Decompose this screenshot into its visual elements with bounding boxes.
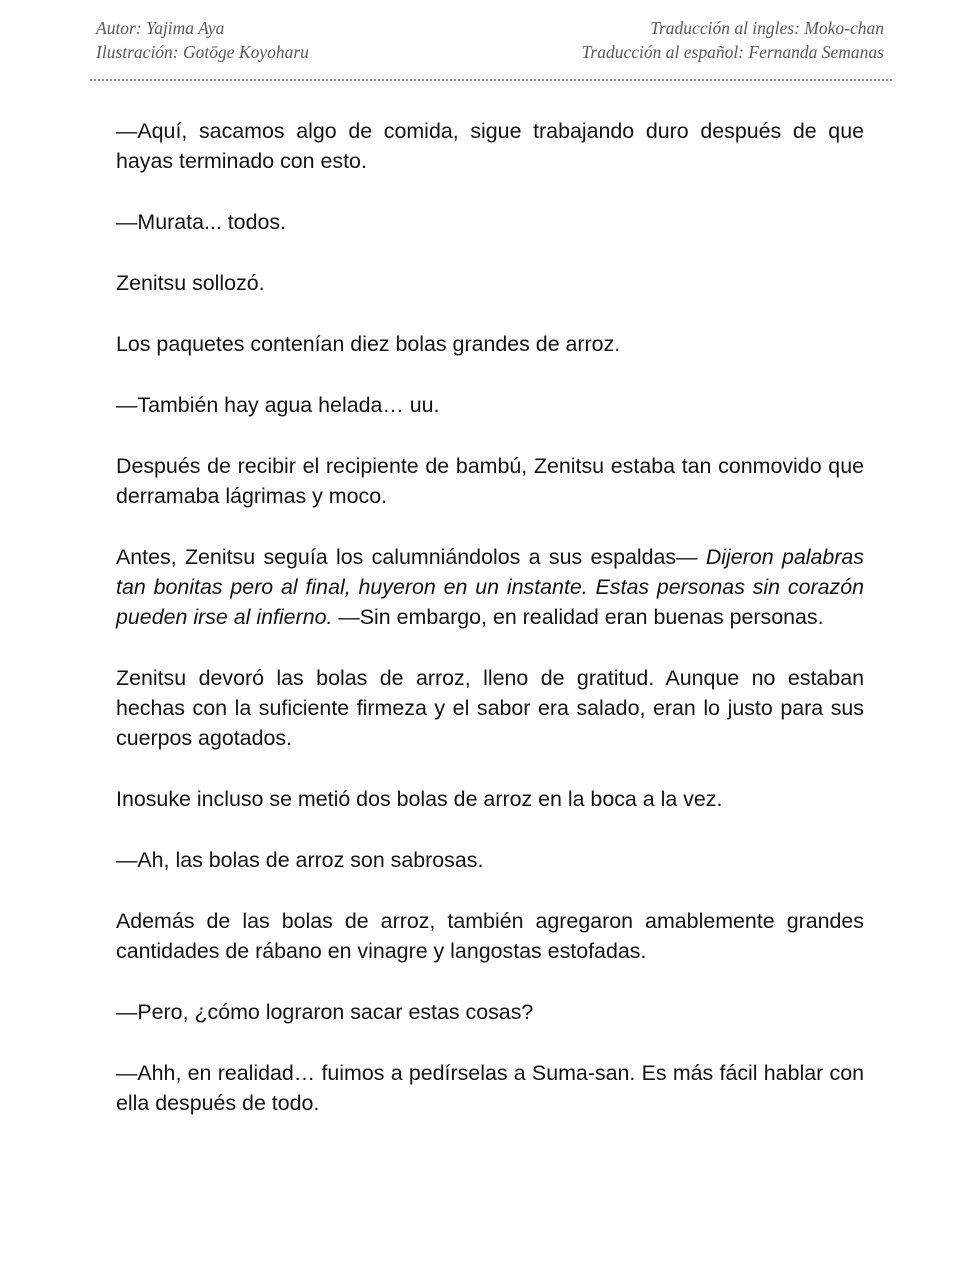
paragraph: —Murata... todos. (116, 210, 287, 234)
author-credit: Autor: Yajima Aya (96, 18, 225, 38)
header-credits-left (96, 16, 309, 64)
paragraph: —Aquí, sacamos algo de comida, sigue trabajando duro después de que hayas terminado con esto. (116, 119, 864, 173)
illustration-credit: Ilustración: Gotōge Koyoharu (96, 42, 309, 62)
header-credits-right (582, 16, 884, 64)
paragraph: Además de las bolas de arroz, también agregaron amablemente grandes cantidades de rábano en vinagre y langostas estofadas. (116, 909, 864, 963)
paragraph-text: —Sin embargo, en realidad eran buenas personas. (332, 605, 824, 629)
paragraph: —Ahh, en realidad… fuimos a pedírselas a Suma-san. Es más fácil hablar con ella después de todo. (116, 1061, 864, 1115)
paragraph: Zenitsu devoró las bolas de arroz, lleno de gratitud. Aunque no estaban hechas con la suficiente firmeza y el sabor era salado, eran lo justo para sus cuerpos agotados. (116, 666, 864, 750)
paragraph: Zenitsu sollozó. (116, 271, 265, 295)
paragraph: Inosuke incluso se metió dos bolas de arroz en la boca a la vez. (116, 787, 723, 811)
page-header (96, 16, 884, 68)
paragraph: —Pero, ¿cómo lograron sacar estas cosas? (116, 1000, 534, 1024)
dotted-divider (90, 79, 892, 81)
paragraph (116, 542, 864, 632)
italic-thought: Dijeron palabras tan bonitas pero al final, huyeron en un instante. Estas personas sin corazón pueden irse al infierno. (116, 545, 864, 629)
body-text (116, 116, 864, 1149)
english-translation-credit: Traducción al ingles: Moko-chan (650, 18, 884, 38)
paragraph: Después de recibir el recipiente de bambú, Zenitsu estaba tan conmovido que derramaba lágrimas y moco. (116, 454, 864, 508)
paragraph: Los paquetes contenían diez bolas grandes de arroz. (116, 332, 621, 356)
paragraph: —Ah, las bolas de arroz son sabrosas. (116, 848, 484, 872)
paragraph: —También hay agua helada… uu. (116, 393, 440, 417)
spanish-translation-credit: Traducción al español: Fernanda Semanas (581, 42, 884, 62)
paragraph-text: Antes, Zenitsu seguía los calumniándolos a sus espaldas— (116, 545, 706, 569)
